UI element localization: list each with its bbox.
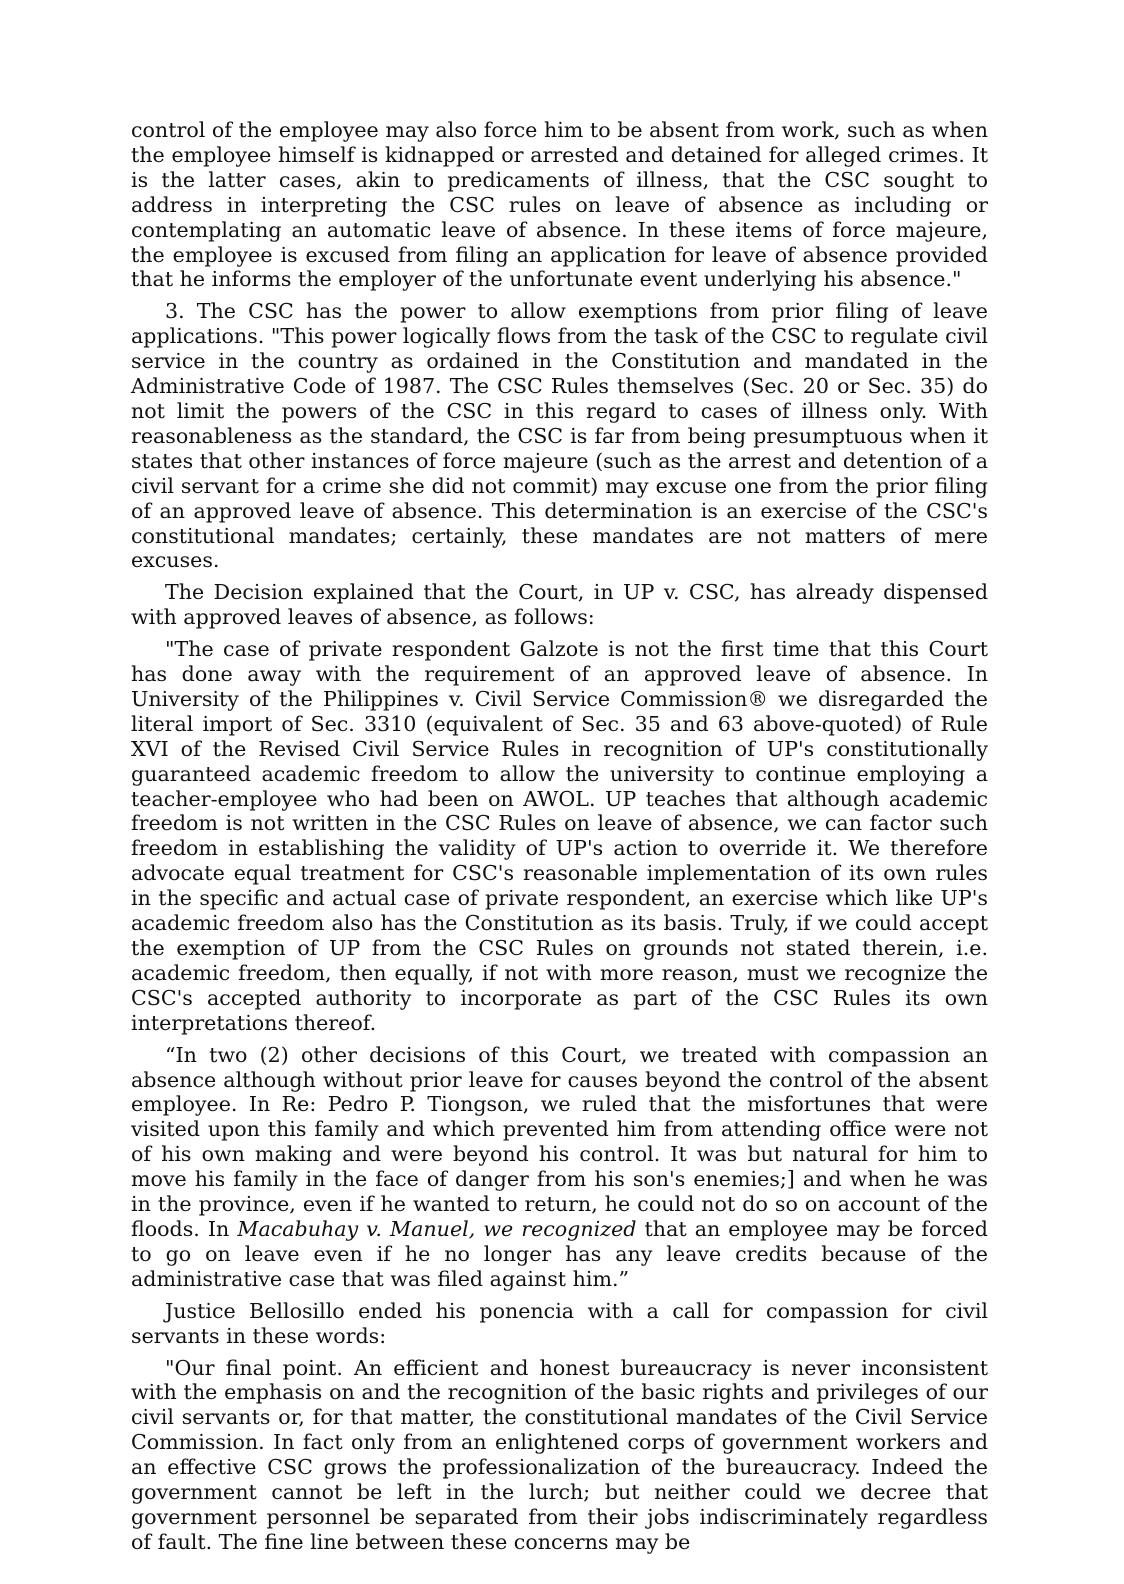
paragraph-force-majeure-continuation: control of the employee may also force him to be absent from work, such as when the employee himself is kidnapped or arrested and detained for alleged crimes. It is the latter cases, akin to predicaments of illness, that the CSC sought to address in interpreting the CSC rules on leave of absence as including or contemplating an automatic leave of absence. In these items of force majeure, the employee is excused from filing an application for leave of absence provided that he informs the employer of the unfortunate event underlying his absence." [131,118,988,292]
paragraph-final-point-quote: "Our final point. An efficient and honest bureaucracy is never inconsistent with the emphasis on and the recognition of the basic rights and privileges of our civil servants or, for that matter, the constitutional mandates of the Civil Service Commission. In fact only from an enlightened corps of government workers and an effective CSC grows the professionalization of the bureaucracy. Indeed the government cannot be left in the lurch; but neither could we decree that government personnel be separated from their jobs indiscriminately regardless of fault. The fine line between these concerns may be [131,1355,988,1554]
case-citation-macabuhay: Macabuhay v. Manuel, we recognized [237,1216,637,1241]
paragraph-two-other-decisions [131,1043,988,1292]
paragraph-decision-explained: The Decision explained that the Court, in UP v. CSC, has already dispensed with approved leaves of absence, as follows: [131,580,988,630]
paragraph-bellosillo-intro: Justice Bellosillo ended his ponencia with a call for compassion for civil servants in these words: [131,1298,988,1348]
paragraph-galzote-quote: "The case of private respondent Galzote is not the first time that this Court has done away with the requirement of an approved leave of absence. In University of the Philippines v. Civil Service Commission® we disregarded the literal import of Sec. 3310 (equivalent of Sec. 35 and 63 above-quoted) of Rule XVI of the Revised Civil Service Rules in recognition of UP's constitutionally guaranteed academic freedom to allow the university to continue employing a teacher-employee who had been on AWOL. UP teaches that although academic freedom is not written in the CSC Rules on leave of absence, we can factor such freedom in establishing the validity of UP's action to override it. We therefore advocate equal treatment for CSC's reasonable implementation of its own rules in the specific and actual case of private respondent, an exercise which like UP's academic freedom also has the Constitution as its basis. Truly, if we could accept the exemption of UP from the CSC Rules on grounds not stated therein, i.e. academic freedom, then equally, if not with more reason, must we recognize the CSC's accepted authority to incorporate as part of the CSC Rules its own interpretations thereof. [131,637,988,1035]
paragraph-csc-power-exemptions: 3. The CSC has the power to allow exemptions from prior filing of leave applications. "This power logically flows from the task of the CSC to regulate civil service in the country as ordained in the Constitution and mandated in the Administrative Code of 1987. The CSC Rules themselves (Sec. 20 or Sec. 35) do not limit the powers of the CSC in this regard to cases of illness only. With reasonableness as the standard, the CSC is far from being presumptuous when it states that other instances of force majeure (such as the arrest and detention of a civil servant for a crime she did not commit) may excuse one from the prior filing of an approved leave of absence. This determination is an exercise of the CSC's constitutional mandates; certainly, these mandates are not matters of mere excuses. [131,299,988,573]
paragraph-two-other-decisions-part-2: that an employee may be forced to go on leave even if he no longer has any leave credits because of the administrative case that was filed against him.” [131,1216,988,1291]
document-page [131,118,988,1555]
paragraph-two-other-decisions-part-1: “In two (2) other decisions of this Court, we treated with compassion an absence although without prior leave for causes beyond the control of the absent employee. In Re: Pedro P. Tiongson, we ruled that the misfortunes that were visited upon this family and which prevented him from attending office were not of his own making and were beyond his control. It was but natural for him to move his family in the face of danger from his son's enemies;] and when he was in the province, even if he wanted to return, he could not do so on account of the floods. In [131,1042,988,1241]
